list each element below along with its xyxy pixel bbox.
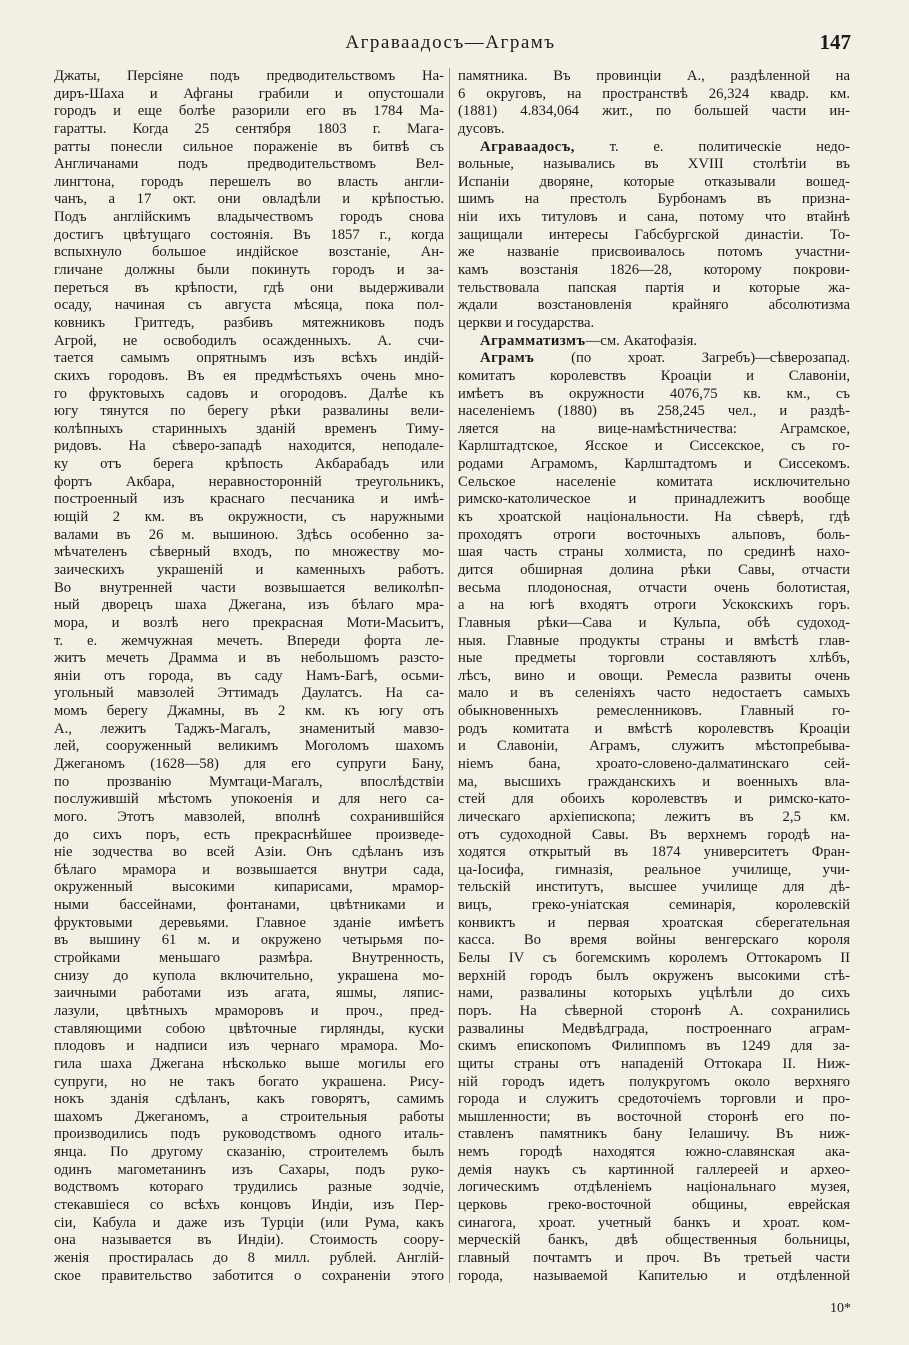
text-line [458, 421, 850, 439]
text-line [458, 580, 850, 598]
text-line: ный дворецъ шаха Джегана, изъ бѣлаго мра- [54, 597, 444, 614]
text-line: женія простиралась до 8 милл. рублей. Англій- [54, 1249, 444, 1266]
text-line: мора, и возлѣ него прекрасная Моти-Масьитъ, [54, 614, 444, 631]
text-line: ское правительство заботится о сохраненіи этого [54, 1267, 444, 1284]
line-text: мало и въ селеніяхъ часто недостаетъ самыхъ [458, 685, 850, 702]
text-line [458, 209, 850, 227]
text-line: яніи отъ города, въ саду Намъ-Багѣ, осьми- [54, 667, 444, 684]
line-text: ставленъ памятникъ бану Іелашичу. Въ ниж- [458, 1126, 850, 1143]
text-line: шахомъ Джеганомъ, а строительныя работы [54, 1108, 444, 1125]
text-line [458, 668, 850, 686]
text-line: до сихъ поръ, есть прекраснѣйшее произведе- [54, 826, 444, 843]
text-line [458, 456, 850, 474]
line-text: лѣсъ, вино и овощи. Ремесла развиты очень [458, 667, 850, 684]
text-line [458, 985, 850, 1003]
line-text: къ хроатской національности. На сѣверѣ, гдѣ [458, 509, 850, 526]
text-line: мѣчателенъ сѣверный входъ, по множеству мо- [54, 544, 444, 561]
text-line: водствомъ котораго трудились разные зодчіе, [54, 1179, 444, 1196]
line-text: нами, развалины которыхъ уцѣлѣли до сихъ [458, 985, 850, 1002]
text-line [458, 262, 850, 280]
line-text: ма, высшихъ гражданскихъ и военныхъ вла- [458, 773, 850, 790]
text-line: стекавшіеся со всѣхъ концовъ Индіи, изъ Пер- [54, 1197, 444, 1213]
text-line: янца. По другому сказанію, строителемъ былъ [54, 1144, 444, 1161]
text-line [458, 315, 850, 333]
line-text: ные предметы торговли составляютъ хлѣбъ, [458, 650, 850, 667]
text-line [458, 491, 850, 509]
line-text: камъ возстанія 1826—28, которому покрови- [458, 262, 850, 279]
line-text: синагога, хроат. учетный банкъ и хроат. ком- [458, 1214, 850, 1231]
text-line: гаратты. Когда 25 сентября 1803 г. Мага- [54, 120, 444, 137]
text-line: скихъ городовъ. Въ ея предмѣстьяхъ очень мно- [54, 367, 444, 384]
line-text: а на югѣ входятъ отроги Ускокскихъ горъ. [458, 597, 850, 614]
text-line: заическихъ украшеній и каменныхъ работъ. [54, 561, 444, 578]
line-text: ныя. Главные продукты страны и вмѣстѣ глав- [458, 632, 850, 649]
text-line: одинъ магометанинъ изъ Сахары, подъ руко- [54, 1161, 444, 1178]
text-line [458, 897, 850, 915]
line-text: ца-Іосифа, гимназія, реальное училище, учи- [458, 861, 850, 878]
line-text: города и служитъ средоточіемъ торговли и про- [458, 1091, 850, 1108]
line-text: проходятъ отроги восточныхъ альповъ, боль- [458, 526, 850, 543]
text-line [458, 597, 850, 615]
line-text: отъ судоходной Савы. Въ верхнемъ городѣ на- [458, 826, 850, 843]
text-line: по прозванію Мумтаци-Магалъ, впослѣдствіи [54, 773, 444, 790]
column-divider [449, 68, 450, 1283]
text-line: сіи, Кабула и даже изъ Турціи (или Рума, какъ [54, 1214, 444, 1231]
line-text: верхній городъ былъ окруженъ высокими стѣ- [458, 967, 850, 984]
page-header [50, 30, 851, 58]
text-line: Агрой, не освободилъ осажденныхъ. А. счи- [54, 332, 444, 349]
line-text: логическимъ отдѣленіемъ національнаго музея, [458, 1179, 850, 1196]
text-line [458, 1126, 850, 1144]
text-line: супруги, но не такъ богато украшена. Рису- [54, 1073, 444, 1090]
text-line [458, 174, 850, 192]
line-text: ляется на вице-намѣстничества: Аграмское, [458, 420, 850, 437]
text-line [458, 879, 850, 897]
text-line: она называется въ Индіи). Стоимость соору- [54, 1232, 444, 1249]
text-line [458, 1179, 850, 1197]
line-text: ніемъ бана, хроато-словено-далматинскаго сей- [458, 755, 850, 772]
text-line [458, 368, 850, 386]
line-text: обыкновенныхъ ремесленниковъ. Главный го- [458, 703, 850, 720]
line-text: Сельское населеніе комитата исключительно [458, 473, 850, 490]
entry-line [458, 139, 850, 157]
line-text: мышленности; въ восточной сторонѣ его по- [458, 1108, 850, 1125]
text-line: городъ и еще болѣе разорили его въ 1784 Ма- [54, 103, 444, 120]
text-line: ющій 2 км. въ окружности, съ наружными [54, 509, 444, 526]
line-text: церковь греко-восточной общины, еврейская [458, 1197, 850, 1213]
line-text: демія наукъ съ картинной галлереей и архео- [458, 1161, 850, 1178]
text-line: ку отъ берега крѣпость Акбарабадъ или [54, 456, 444, 473]
line-text: ній городъ идетъ полукругомъ около верхняго [458, 1073, 850, 1090]
text-line: ными бассейнами, фонтанами, цвѣтниками и [54, 897, 444, 914]
line-text: —см. Акатофазія. [585, 332, 698, 349]
line-text: Главныя рѣки—Сава и Кульпа, обѣ судоход- [458, 614, 850, 631]
text-line [458, 756, 850, 774]
text-line: т. е. жемчужная мечеть. Впереди форта ле- [54, 632, 444, 649]
text-line [458, 1074, 850, 1092]
line-text: римско-католическое и принадлежитъ вообще [458, 491, 850, 508]
line-text: ждали возстановленія крайняго абсолютизма [458, 297, 850, 314]
text-line [458, 1144, 850, 1162]
line-text: населеніемъ (1880) въ 258,245 чел., и раздѣ- [458, 403, 850, 420]
line-text: Белы IV съ богемскимъ королемъ Оттокаромъ II [458, 950, 850, 967]
line-text: имѣетъ въ окружности 4076,75 кв. км., съ [458, 385, 850, 402]
line-text: скимъ епископомъ Филиппомъ въ 1249 для за- [458, 1038, 850, 1055]
text-line [458, 244, 850, 262]
text-line [458, 1056, 850, 1074]
text-line [458, 403, 850, 421]
text-line: нокъ зданія сдѣланъ, какъ говорятъ, самимъ [54, 1091, 444, 1108]
text-line: диръ-Шаха и Афганы грабили и опустошали [54, 85, 444, 102]
text-line [458, 1197, 850, 1215]
line-text: т. е. политическіе недо- [574, 138, 850, 155]
text-line [458, 774, 850, 792]
text-line: угольный мавзолей Эттимадъ Даулатсъ. На са- [54, 685, 444, 702]
running-head: Аграваадосъ—Аграмъ [345, 32, 556, 53]
text-line [458, 703, 850, 721]
text-line: лей, сооруженный великимъ Моголомъ шахомъ [54, 738, 444, 755]
text-line [458, 1003, 850, 1021]
line-text: родами Аграмомъ, Карлштадтомъ и Сиссекомъ. [458, 456, 850, 473]
line-text: конвиктъ и первая хроатская сберегательная [458, 914, 850, 931]
text-line: Джаты, Персіяне подъ предводительствомъ На- [54, 68, 444, 84]
entry-line [458, 350, 850, 368]
text-line [458, 1268, 850, 1286]
text-line: ратты понесли сильное пораженіе въ битвѣ съ [54, 138, 444, 155]
text-line: Джеганомъ (1628—58) для его супруги Бану, [54, 755, 444, 772]
text-line [458, 738, 850, 756]
text-line: достигъ цвѣтущаго состоянія. Въ 1857 г., когда [54, 226, 444, 243]
text-line: лазули, цвѣтныхъ мраморовъ и проч., пред- [54, 1002, 444, 1019]
text-line [458, 721, 850, 739]
line-text: шая часть страны холмиста, по срединѣ нахо- [458, 544, 850, 561]
line-text: шимъ на престолъ Бурбонамъ въ призна- [458, 191, 850, 208]
text-line: производились подъ руководствомъ одного италь- [54, 1126, 444, 1143]
line-text: тельскій институтъ, высшее училище для дѣ- [458, 879, 850, 896]
text-line [458, 280, 850, 298]
line-text: комитатъ королевствъ Кроаціи и Славоніи, [458, 367, 850, 384]
text-line: вспыхнуло большое индійское возстаніе, Ан- [54, 244, 444, 261]
text-line [458, 685, 850, 703]
line-text: памятника. Въ провинціи А., раздѣленной на [458, 68, 850, 84]
entry-headword: Аграваадосъ, [480, 138, 575, 155]
line-text: Испаніи дворяне, которые отказывали вошед- [458, 173, 850, 190]
text-line [458, 1250, 850, 1268]
text-line [458, 809, 850, 827]
text-line [458, 791, 850, 809]
line-text: 6 округовъ, на пространствѣ 26,324 квадр. км. [458, 85, 850, 102]
text-line: послужившій мѣстомъ упокоенія и для него са- [54, 791, 444, 808]
text-line [458, 386, 850, 404]
text-line [458, 86, 850, 104]
line-text: церкви и государства. [458, 314, 595, 331]
line-text: дится обширная долина рѣки Савы, отчасти [458, 561, 850, 578]
text-line: заичными работами изъ агата, яшмы, ляпис- [54, 985, 444, 1002]
text-line: чанъ, а 17 окт. они овладѣли и крѣпостью. [54, 191, 444, 208]
text-line [458, 1091, 850, 1109]
text-line [458, 227, 850, 245]
text-line: тается самымъ опрятнымъ изъ всѣхъ индій- [54, 350, 444, 367]
text-line [458, 191, 850, 209]
text-line: фруктовыми деревьями. Главное зданіе имѣетъ [54, 914, 444, 931]
text-line [458, 527, 850, 545]
line-text: касса. Во время войны венгерскаго короля [458, 932, 850, 949]
text-line: переться въ крѣпости, гдѣ они выдерживали [54, 279, 444, 296]
text-line [458, 103, 850, 121]
text-line [458, 862, 850, 880]
text-line: мого. Этотъ мавзолей, вполнѣ сохранившійся [54, 808, 444, 825]
text-line [458, 121, 850, 139]
text-line: ніе зодчества во всей Азіи. Онъ сдѣланъ изъ [54, 844, 444, 861]
line-text: вольные, назывались въ XVIII столѣтіи въ [458, 156, 850, 173]
text-line [458, 156, 850, 174]
text-line: фортъ Акбара, неравносторонній треугольникъ, [54, 473, 444, 490]
page-number: 147 [819, 30, 851, 54]
line-text: лическаго архіепископа; лежитъ въ 2,5 км. [458, 808, 850, 825]
text-line: житъ мечеть Драмма и въ небольшомъ разсто- [54, 650, 444, 667]
text-line [458, 1038, 850, 1056]
text-line [458, 633, 850, 651]
text-line: югу тянутся по берегу рѣки развалины вели- [54, 403, 444, 420]
line-text: стей для обоихъ королевствъ и римско-като- [458, 791, 850, 808]
text-line: окруженный высокими кипарисами, мрамор- [54, 879, 444, 896]
text-line: осаду, начиная съ августа мѣсяца, пока пол- [54, 297, 444, 314]
text-line: построенный изъ краснаго песчаника и имѣ- [54, 491, 444, 508]
text-line [458, 827, 850, 845]
line-text: вицъ, греко-уніатская семинарія, королевскій [458, 897, 850, 914]
line-text: щиты страны отъ нападеній Оттокара II. Ниж- [458, 1055, 850, 1072]
line-text: развалины Медвѣдграда, построеннаго аграм- [458, 1020, 850, 1037]
text-line [458, 968, 850, 986]
text-line [458, 438, 850, 456]
text-line [458, 544, 850, 562]
text-line [458, 297, 850, 315]
line-text: родъ комитата и вмѣстѣ королевствъ Кроаціи [458, 720, 850, 737]
text-line: го фруктовыхъ садовъ и огородовъ. Далѣе къ [54, 385, 444, 402]
text-line [458, 915, 850, 933]
right-column [458, 68, 850, 1285]
line-text: немъ городѣ находятся южно-славянская ака- [458, 1144, 850, 1161]
text-line: въ вышину 61 м. и окружено четырьмя по- [54, 932, 444, 949]
text-line: валами въ 26 м. вышиною. Здѣсь особенно за- [54, 526, 444, 543]
line-text: (по хроат. Загребъ)—сѣверозапад. [534, 350, 850, 367]
text-line [458, 562, 850, 580]
line-text: весьма плодоносная, отчасти очень болотистая, [458, 579, 850, 596]
text-line [458, 950, 850, 968]
line-text: ходятся открытый въ 1874 университетъ Фран- [458, 844, 850, 861]
text-line [458, 1162, 850, 1180]
text-line: ридовъ. На сѣверо-западѣ находится, неподале- [54, 438, 444, 455]
text-line [458, 932, 850, 950]
text-line: лингтона, городъ перешелъ во власть англи- [54, 173, 444, 190]
line-text: (1881) 4.834,064 жит., по большей части ин- [458, 103, 850, 120]
text-line: Англичанами подъ предводительствомъ Вел- [54, 156, 444, 173]
line-text: дусовъ. [458, 120, 505, 137]
line-text: главный почтамтъ и проч. Въ третьей части [458, 1249, 850, 1266]
entry-line [458, 333, 850, 351]
text-line [458, 1109, 850, 1127]
line-text: защищали интересы Габсбургской династіи. То- [458, 226, 850, 243]
line-text: поръ. На сѣверной сторонѣ А. сохранились [458, 1002, 850, 1019]
entry-headword: Аграмъ [480, 350, 535, 367]
text-line: момъ берегу Джамны, въ 2 км. къ югу отъ [54, 703, 444, 720]
text-line: колѣпныхъ старинныхъ зданій временъ Тиму- [54, 420, 444, 437]
text-line [458, 1021, 850, 1039]
line-text: города, называемой Капителью и отдѣленной [458, 1267, 850, 1284]
text-line: стройками меньшаго размѣра. Внутренность, [54, 950, 444, 967]
text-line [458, 650, 850, 668]
text-line: снизу до купола включительно, украшена мо- [54, 967, 444, 984]
entry-headword: Аграмматизмъ [480, 332, 586, 349]
text-line: Во внутренней части возвышается великолѣп- [54, 579, 444, 596]
text-line: Подъ англійскимъ владычествомъ городъ снова [54, 209, 444, 226]
line-text: же названіе присвоивалось потомъ участни- [458, 244, 850, 261]
line-text: и Славоніи, Аграмъ, служитъ мѣстопребыва- [458, 738, 850, 755]
line-text: ніи ихъ титуловъ и сана, потому что втайнѣ [458, 209, 850, 226]
text-line [458, 615, 850, 633]
line-text: Карлштадтское, Ясское и Сиссекское, съ го- [458, 438, 850, 455]
text-line [458, 68, 850, 86]
text-line: плодовъ и надписи изъ чернаго мрамора. Мо- [54, 1038, 444, 1055]
text-line [458, 509, 850, 527]
line-text: мерческій банкъ, двѣ общественныя больницы, [458, 1232, 850, 1249]
left-column [54, 68, 444, 1285]
text-line [458, 474, 850, 492]
text-line [458, 1232, 850, 1250]
line-text: тельствовала папская партія и которые жа- [458, 279, 850, 296]
text-line: ставляющими собою цвѣточные гирлянды, куски [54, 1020, 444, 1037]
text-line: бѣлаго мрамора и возвышается внутри сада, [54, 861, 444, 878]
signature-mark: 10* [830, 1301, 851, 1316]
text-line: ковникъ Гритгедъ, разбивъ мятежниковъ подъ [54, 314, 444, 331]
text-line [458, 844, 850, 862]
text-line: гличане должны были покинуть городъ и за- [54, 262, 444, 279]
text-line [458, 1215, 850, 1233]
text-line: А., лежитъ Таджъ-Магалъ, знаменитый мавзо- [54, 720, 444, 737]
text-line: гила шаха Джегана нѣсколько выше могилы его [54, 1055, 444, 1072]
